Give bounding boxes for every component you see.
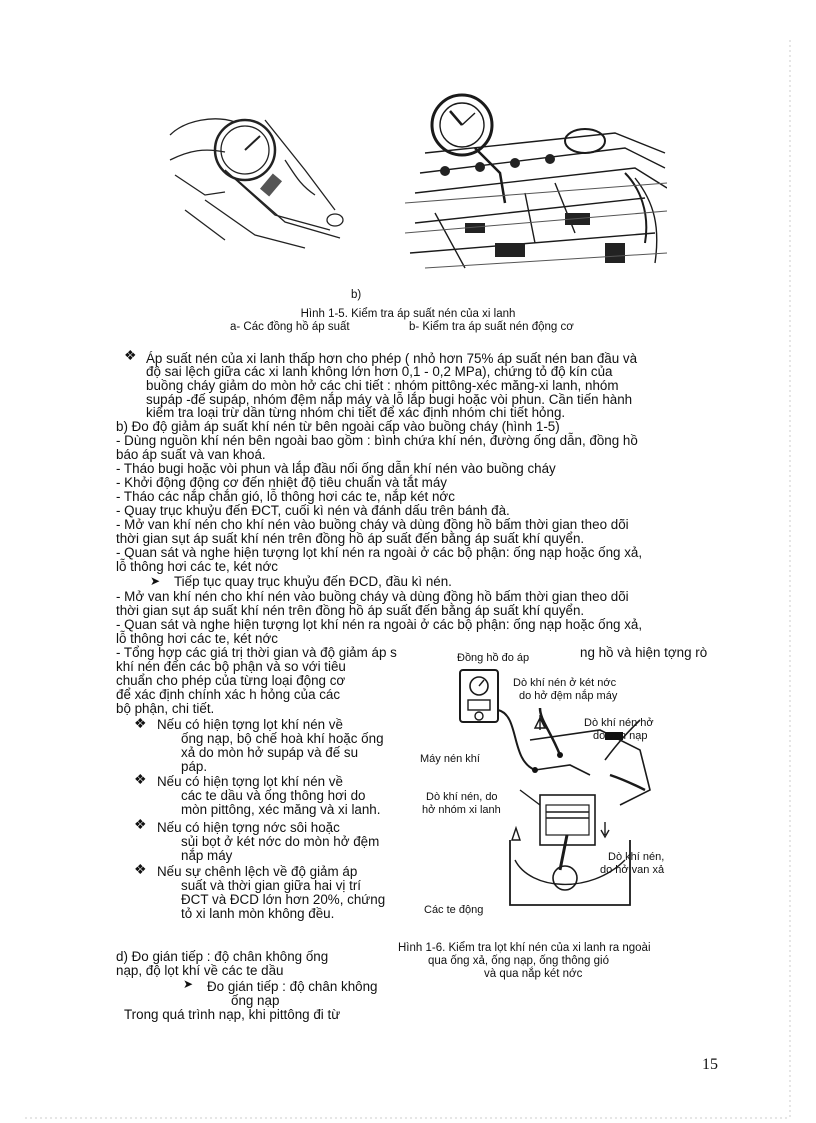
body-line: lỗ thông hơi các te, két nớc — [116, 631, 278, 646]
section-d-line: Trong quá trình nạp, khi pittông đi từ — [124, 1007, 341, 1022]
sub-bullet-line: páp. — [181, 759, 208, 774]
section-d-arrow-line: Đo gián tiếp : độ chân không — [207, 979, 378, 994]
body-line: - Tổng hợp các giá trị thời gian và độ giảm áp s — [116, 645, 397, 660]
body-line: - Quay trục khuỷu đến ĐCT, cuối kì nén và đánh dấu trên bánh đà. — [116, 503, 510, 518]
sub-bullet-line: ống nạp, bộ chế hoà khí hoặc ống — [181, 731, 384, 746]
diamond-bullet-icon: ❖ — [124, 347, 137, 363]
body-line: ng hồ và hiện tợng rò — [580, 645, 708, 660]
figure-1-6-caption: Hình 1-6. Kiểm tra lọt khí nén của xi lanh ra ngoài — [398, 942, 651, 954]
section-b-heading: b) Đo độ giảm áp suất khí nén từ bên ngoài cấp vào buồng cháy (hình 1-5) — [116, 419, 560, 434]
figure-1-5-caption-b: b- Kiểm tra áp suất nén động cơ — [409, 321, 574, 333]
body-line: khí nén đến các bộ phận và so với tiêu — [116, 659, 346, 674]
body-line: - Tháo bugi hoặc vòi phun và lắp đầu nối ống dẫn khí nén vào buồng cháy — [116, 461, 556, 476]
body-line: - Mở van khí nén cho khí nén vào buồng cháy và dùng đồng hồ bấm thời gian theo dõi — [116, 589, 629, 604]
body-line: thời gian sụt áp suất khí nén trên đồng hồ áp suất đến bằng áp suất khí quyển. — [116, 603, 585, 618]
intro-line: kiểm tra loại trừ dần từng nhóm chi tiết để xác định nhóm chi tiết hỏng. — [146, 405, 566, 420]
body-line: - Mở van khí nén cho khí nén vào buồng cháy và dùng đồng hồ bấm thời gian theo dõi — [116, 517, 629, 532]
diamond-bullet-icon: ❖ — [134, 816, 147, 832]
figure-1-5-caption-a: a- Các đồng hồ áp suất — [230, 321, 350, 333]
sub-bullet-line: Nếu có hiện tợng lọt khí nén về — [157, 717, 343, 732]
label-cylinder-leak: hở nhóm xi lanh — [422, 804, 501, 816]
intro-line: độ sai lệch giữa các xi lanh không lớn hơn 0,1 - 0,2 MPa), chứng tỏ độ kín của — [146, 364, 613, 379]
sub-bullet-line: ĐCT và ĐCD lớn hơn 20%, chứng — [181, 892, 386, 907]
label-radiator-leak: Dò khí nén ở két nớc — [513, 677, 617, 689]
label-radiator-leak: do hở đệm nắp máy — [519, 690, 618, 702]
intro-line: buồng cháy giảm do mòn hở các chi tiết : nhóm pittông-xéc măng-xi lanh, nhóm — [146, 378, 619, 393]
sub-bullet-line: xả do mòn hở supáp và đế su — [181, 745, 359, 760]
label-cylinder-leak: Dò khí nén, do — [426, 791, 498, 803]
sub-bullet-line: sủi bọt ở két nớc do mòn hở đệm — [181, 834, 380, 849]
body-line: thời gian sụt áp suất khí nén trên đồng hồ áp suất đến bằng áp suất khí quyển. — [116, 531, 585, 546]
figure-1-5-caption-title: Hình 1-5. Kiểm tra áp suất nén của xi lanh — [300, 308, 516, 320]
body-line: để xác định chính xác h hỏng của các — [116, 687, 341, 702]
body-line: bộ phận, chi tiết. — [116, 701, 215, 716]
sub-bullet-line: Nếu sự chênh lệch về độ giảm áp — [157, 864, 358, 879]
arrow-bullet-icon: ➤ — [183, 977, 194, 991]
intro-line: supáp -đế supáp, nhóm đệm nắp máy và lỗ lắp bugi hoặc vòi phun. Cần tiến hành — [146, 392, 633, 407]
label-compressor: Máy nén khí — [420, 753, 480, 765]
label-pressure-gauge: Đồng hồ đo áp — [457, 652, 530, 664]
label-intake-leak: do van nạp — [593, 730, 648, 742]
page-number: 15 — [702, 1056, 718, 1073]
body-line: - Khởi động động cơ đến nhiệt độ tiêu chuẩn và tắt máy — [116, 475, 447, 490]
section-d-line: nạp, độ lọt khí về các te dầu — [116, 963, 284, 978]
figure-1-6-caption: và qua nắp két nớc — [484, 968, 583, 980]
body-line: chuẩn cho phép của từng loại động cơ — [116, 673, 346, 688]
sub-bullet-line: nắp máy — [181, 848, 233, 863]
body-line: lỗ thông hơi các te, két nớc — [116, 559, 278, 574]
sub-bullet-line: Nếu có hiện tợng lọt khí nén về — [157, 774, 343, 789]
figure-1-6-caption: qua ống xả, ống nạp, ống thông gió — [428, 955, 609, 967]
sub-bullet-line: Nếu có hiện tợng nớc sôi hoặc — [157, 820, 340, 835]
body-arrow-line: Tiếp tục quay trục khuỷu đến ĐCD, đầu kì nén. — [174, 574, 452, 589]
sub-bullet-line: các te dầu và ống thông hơi do — [181, 788, 366, 803]
section-d-arrow-line: ống nạp — [231, 993, 280, 1008]
sub-bullet-line: suất và thời gian giữa hai vị trí — [181, 878, 362, 893]
body-line: - Quan sát và nghe hiện tượng lọt khí nén ra ngoài ở các bộ phận: ống nạp hoặc ống xả, — [116, 617, 643, 632]
body-line: - Dùng nguồn khí nén bên ngoài bao gồm : bình chứa khí nén, đường ống dẫn, đồng hồ — [116, 433, 638, 448]
label-crankcase: Các te động — [424, 904, 484, 916]
diamond-bullet-icon: ❖ — [134, 715, 147, 731]
body-line: - Tháo các nắp chắn gió, lỗ thông hơi các te, nắp két nớc — [116, 489, 455, 504]
label-intake-leak: Dò khí nén hở — [584, 717, 654, 729]
diamond-bullet-icon: ❖ — [134, 771, 147, 787]
body-line: báo áp suất và van khoá. — [116, 447, 266, 462]
diamond-bullet-icon: ❖ — [134, 861, 147, 877]
label-exhaust-leak: Dò khí nén, — [608, 851, 665, 863]
section-d-heading: d) Đo gián tiếp : độ chân không ống — [116, 949, 329, 964]
sub-bullet-line: tỏ xi lanh mòn không đều. — [181, 906, 335, 921]
sub-bullet-line: mòn pittông, xéc măng và xi lanh. — [181, 802, 381, 817]
intro-line: Áp suất nén của xi lanh thấp hơn cho phép ( nhỏ hơn 75% áp suất nén ban đầu và — [146, 351, 638, 366]
body-line: - Quan sát và nghe hiện tượng lọt khí nén ra ngoài ở các bộ phận: ống nạp hoặc ống xả, — [116, 545, 643, 560]
arrow-bullet-icon: ➤ — [150, 574, 161, 588]
figure-sublabel-b: b) — [351, 289, 362, 301]
label-exhaust-leak: do hở van xả — [600, 864, 665, 876]
